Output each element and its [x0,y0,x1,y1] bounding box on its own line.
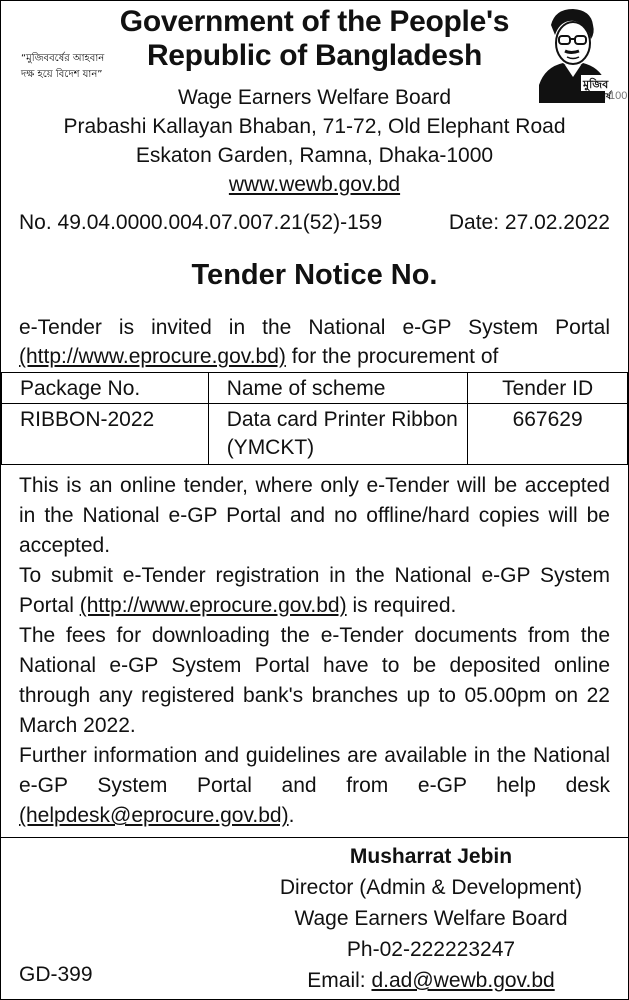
section-divider [1,837,628,838]
intro-line-1: e-Tender is invited in the National e-GP System Portal [19,316,610,339]
tender-table [1,372,628,465]
eprocure-link-2[interactable]: (http://www.eprocure.gov.bd) [79,594,347,617]
signatory-designation: Director (Admin & Development) [279,876,583,899]
address-line-1: Prabashi Kallayan Bhaban, 71-72, Old Elephant Road [63,115,566,138]
signatory-email-link[interactable]: d.ad@wewb.gov.bd [371,969,555,992]
cell-tender-id: 667629 [468,404,628,465]
term-registration: To submit e-Tender registration in the National e-GP System Portal (http://www.eprocure.gov.bd) is required. [19,564,610,617]
signature-block [241,841,621,996]
title-line-2: Republic of Bangladesh [146,39,483,72]
cell-scheme-name: Data card Printer Ribbon (YMCKT) [208,404,468,465]
intro-rest: for the procurement of [285,345,499,368]
signatory-name: Musharrat Jebin [349,845,513,868]
address-line-2: Eskaton Garden, Ramna, Dhaka-1000 [135,144,494,167]
col-header-scheme: Name of scheme [208,373,468,404]
term-fees: The fees for downloading the e-Tender documents from the National e-GP System Portal have to be deposited online through any registered bank's branches up to 05.00pm on 22 March 2022. [19,624,610,737]
signatory-phone: Ph-02-222223247 [346,938,516,961]
memo-number: No. 49.04.0000.004.07.007.21(52)-159 [19,211,383,234]
signatory-org: Wage Earners Welfare Board [294,907,568,930]
term-further-info: Further information and guidelines are available in the National e-GP System Portal and from e-GP help desk (helpdesk@eprocure.gov.bd). [19,744,610,827]
term-online-only: This is an online tender, where only e-Tender will be accepted in the National e-GP Portal and no offline/hard copies will be accepted. [19,474,610,557]
signatory-email: Email: d.ad@wewb.gov.bd [307,969,555,992]
table-header-row [2,373,628,404]
svg-text:মুজিব: মুজিব [583,78,609,91]
title-line-1: Government of the People's [119,5,510,38]
slogan-line-1: “মুজিববর্ষের আহবান [21,53,105,64]
eprocure-link[interactable]: (http://www.eprocure.gov.bd) [19,345,286,368]
col-header-tender-id: Tender ID [468,373,628,404]
slogan-line-2: দক্ষ হয়ে বিদেশ যান” [21,69,103,80]
notice-title: Tender Notice No. [191,259,438,291]
svg-text:বর্ষ: বর্ষ [601,92,611,102]
table-row [2,404,628,465]
memo-date: Date: 27.02.2022 [448,211,610,234]
notice-intro [19,313,610,371]
org-name: Wage Earners Welfare Board [177,86,452,109]
ad-code: GD-399 [19,963,93,986]
mujib-year-slogan [21,51,104,83]
website-link[interactable]: www.wewb.gov.bd [228,173,401,196]
col-header-package: Package No. [2,373,209,404]
cell-package-no: RIBBON-2022 [2,404,209,465]
svg-text:100: 100 [609,90,628,102]
office-address-block [1,83,628,199]
helpdesk-email-link[interactable]: (helpdesk@eprocure.gov.bd) [19,804,289,827]
tender-terms [19,471,610,831]
